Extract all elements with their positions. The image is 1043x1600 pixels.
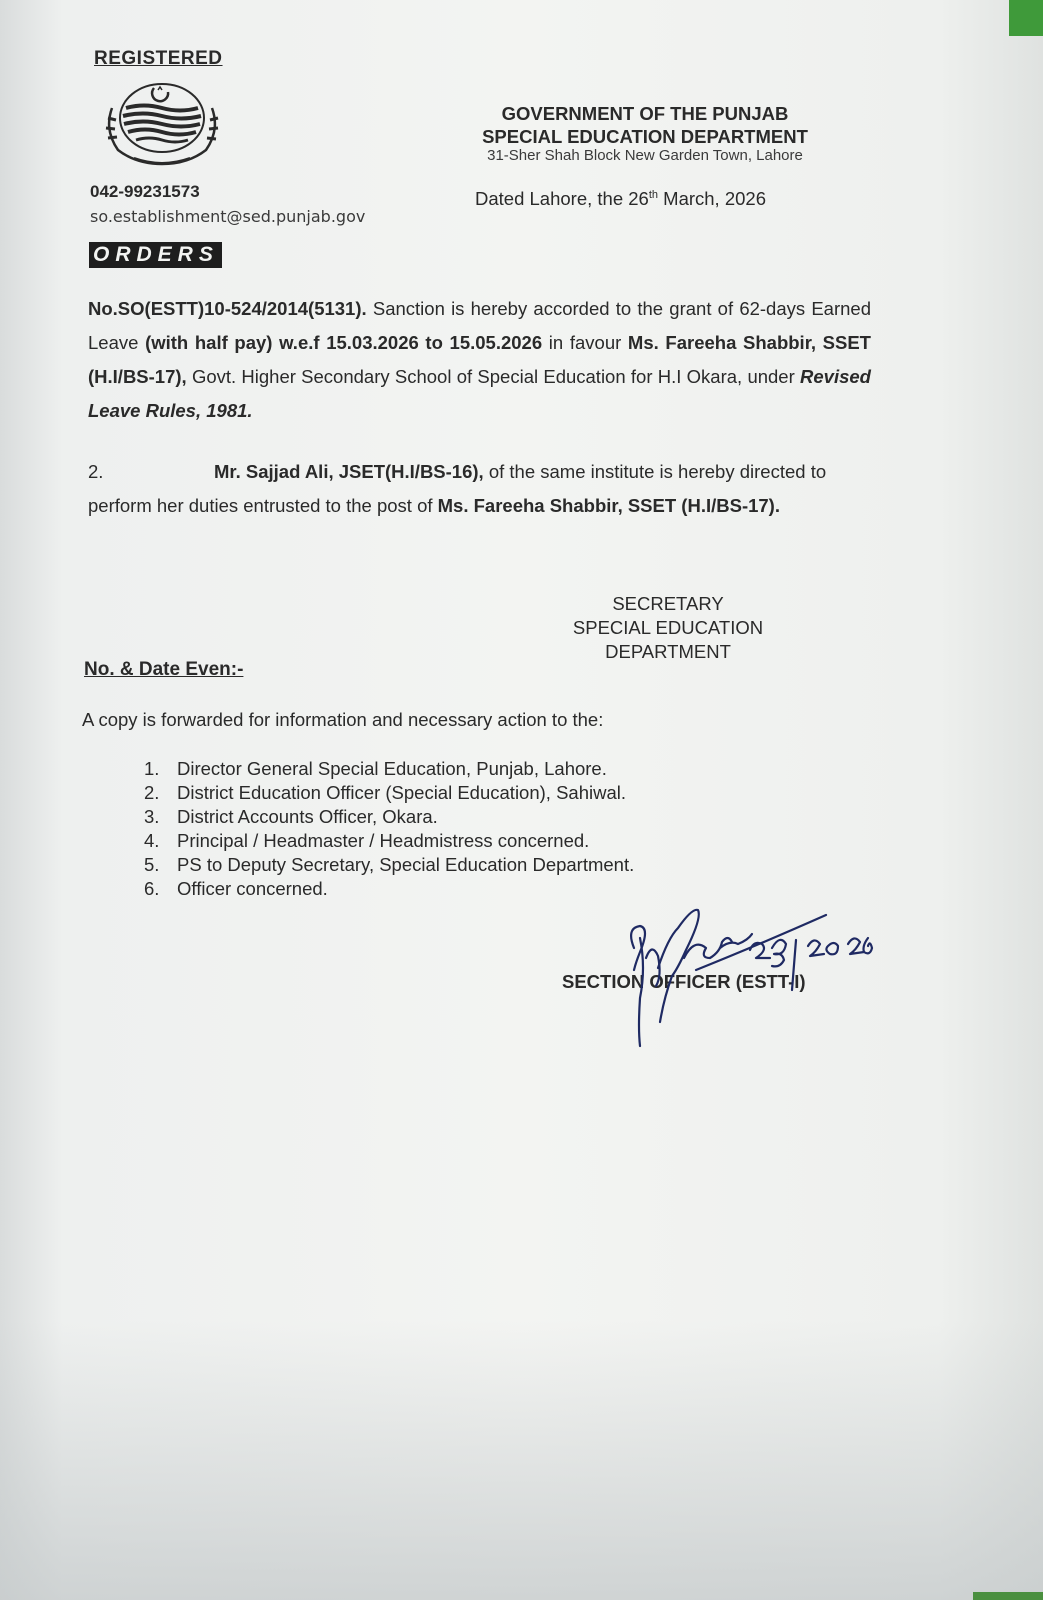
background-green-edge xyxy=(1009,0,1043,36)
date-superscript: th xyxy=(648,188,659,201)
order-paragraph-1 xyxy=(88,292,871,428)
p2-employee: Ms. Fareeha Shabbir, SSET (H.I/BS-17). xyxy=(437,495,780,516)
p1-text-2: in favour xyxy=(542,332,628,353)
list-item: 2. District Education Officer (Special Education), Sahiwal. xyxy=(144,782,626,803)
section-officer-title: SECTION OFFICER (ESTT-I) xyxy=(562,971,806,992)
distribution-list xyxy=(144,757,634,901)
secretary-line-3: DEPARTMENT xyxy=(605,641,731,662)
secretary-line-2: SPECIAL EDUCATION xyxy=(572,617,764,638)
p1-rules: Revised Leave Rules, 1981. xyxy=(88,366,871,421)
background-green-edge-bottom xyxy=(973,1592,1043,1600)
order-number: No.SO(ESTT)10-524/2014(5131). xyxy=(88,298,367,319)
department-address: 31-Sher Shah Block New Garden Town, Lahore xyxy=(487,147,803,164)
list-item: 3. District Accounts Officer, Okara. xyxy=(144,806,438,827)
p1-employee: Ms. Fareeha Shabbir, SSET (H.I/BS-17), xyxy=(88,332,871,387)
date-line xyxy=(475,188,766,210)
department-title: SPECIAL EDUCATION DEPARTMENT xyxy=(482,126,808,147)
list-item: 1. Director General Special Education, Punjab, Lahore. xyxy=(144,758,607,779)
secretary-block xyxy=(548,592,788,664)
date-prefix: Dated Lahore, the 26 xyxy=(475,188,649,209)
date-suffix: March, 2026 xyxy=(658,188,766,209)
list-item: 5. PS to Deputy Secretary, Special Education Department. xyxy=(144,854,635,875)
p1-text-1: Sanction is hereby accorded to the grant of 62-days Earned Leave xyxy=(88,298,871,353)
punjab-government-logo xyxy=(98,78,226,170)
page-shadow xyxy=(0,1320,1043,1600)
secretary-line-1: SECRETARY xyxy=(612,593,724,614)
copy-forwarded-text: A copy is forwarded for information and necessary action to the: xyxy=(82,709,604,730)
handwritten-signature xyxy=(600,888,890,1053)
email-address: so.establishment@sed.punjab.gov xyxy=(90,207,366,226)
p2-substitute: Mr. Sajjad Ali, JSET(H.I/BS-16), xyxy=(214,461,484,482)
p2-text-1: of the same institute is hereby directed to perform her duties entrusted to the post of xyxy=(88,461,827,516)
registered-label: REGISTERED xyxy=(94,48,223,69)
government-title: GOVERNMENT OF THE PUNJAB xyxy=(501,103,789,124)
order-paragraph-2 xyxy=(88,455,871,523)
orders-heading: ORDERS xyxy=(89,242,222,268)
letterhead-title xyxy=(440,102,850,148)
list-item: 4. Principal / Headmaster / Headmistress concerned. xyxy=(144,830,590,851)
date-even-heading: No. & Date Even:- xyxy=(84,659,244,680)
p2-number: 2. xyxy=(88,461,104,482)
list-item: 6. Officer concerned. xyxy=(144,878,328,899)
p1-leave-dates: (with half pay) w.e.f 15.03.2026 to 15.05.2026 xyxy=(145,332,543,353)
p1-text-3: Govt. Higher Secondary School of Special Education for H.I Okara, under xyxy=(186,366,801,387)
phone-number: 042-99231573 xyxy=(90,182,200,201)
